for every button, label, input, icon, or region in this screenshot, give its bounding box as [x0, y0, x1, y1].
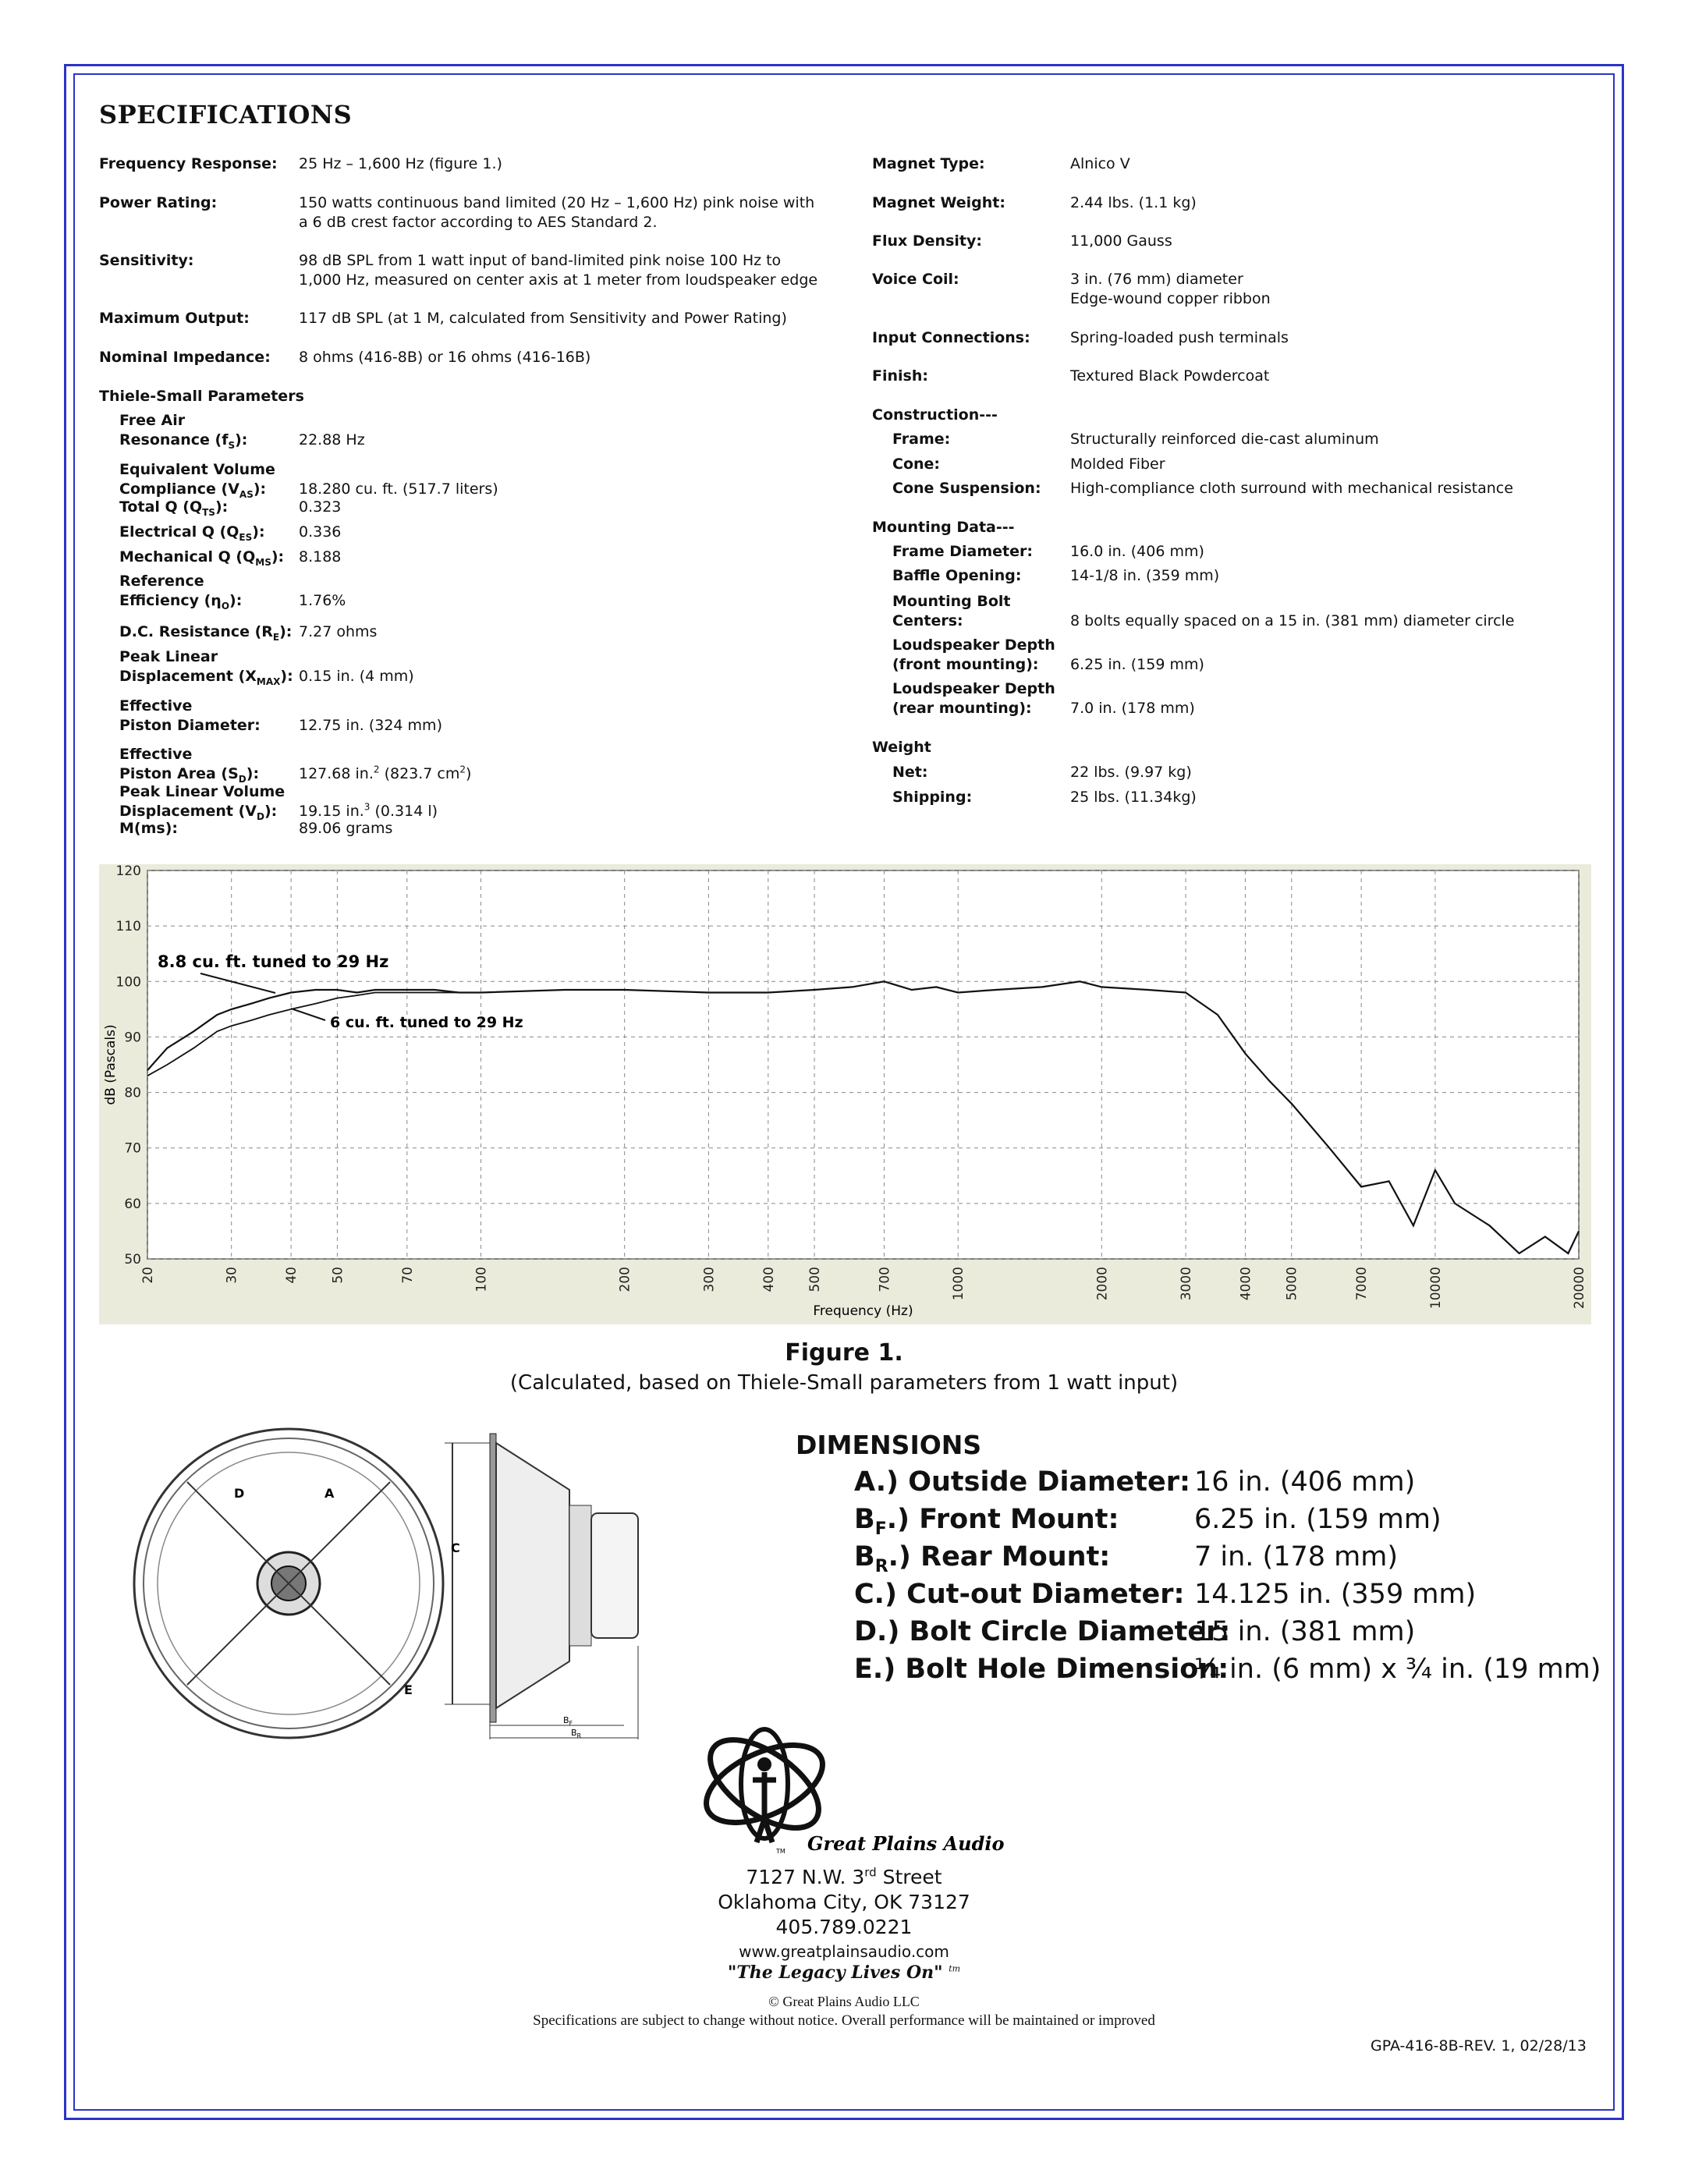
construction-label: Cone Suspension:: [892, 480, 1041, 497]
ts-value: [299, 548, 341, 567]
annotation-label: 8.8 cu. ft. tuned to 29 Hz: [158, 952, 389, 971]
footer-street: 7127 N.W. 3rd Street: [746, 1865, 942, 1888]
ts-label-tail: ):: [235, 431, 248, 448]
footer-disclaimer: Specifications are subject to change without notice. Overall performance will be maintained or improved: [533, 2012, 1155, 2029]
dimension-key: [854, 1616, 1230, 1647]
dimension-key: [854, 1654, 1229, 1685]
logo-brand-text: Great Plains Audio: [807, 1832, 1005, 1855]
ts-label-sub: E: [272, 631, 280, 643]
ts-label-line1: Effective: [119, 697, 193, 714]
ts-value-text: 7.27 ohms: [299, 623, 378, 640]
dimension-key-text: A.) Outside Diameter:: [854, 1466, 1191, 1498]
dimension-value: ¼ in. (6 mm) x ¾ in. (19 mm): [1194, 1654, 1601, 1685]
footer-url[interactable]: www.greatplainsaudio.com: [739, 1942, 949, 1961]
ts-label-line1: Peak Linear Volume: [119, 783, 285, 800]
ts-label-tail: ):: [229, 592, 243, 609]
dimension-key-tail: .) Front Mount:: [886, 1504, 1119, 1535]
ts-value: [299, 498, 341, 517]
footer-copyright: © Great Plains Audio LLC: [768, 1994, 920, 2009]
ts-label-sub: ES: [239, 531, 253, 543]
ts-label-line1: Equivalent Volume: [119, 461, 275, 478]
ts-label-sub: S: [228, 439, 236, 451]
ts-label: [119, 745, 259, 784]
ts-label-text: M(ms):: [119, 820, 178, 837]
dimension-value: 6.25 in. (159 mm): [1194, 1504, 1442, 1535]
ts-value-text: 89.06 grams: [299, 820, 393, 837]
spec-label: Nominal Impedance:: [99, 349, 271, 366]
spec-label: Flux Density:: [872, 232, 982, 250]
spec-value-line: 11,000 Gauss: [1070, 232, 1172, 250]
dimension-key: [854, 1504, 1119, 1539]
spec-label: Power Rating:: [99, 194, 218, 211]
spec-value: [299, 251, 817, 290]
ts-value-text3: ): [466, 765, 472, 782]
ts-label-text: Resonance (f: [119, 431, 229, 448]
spec-value-line: 150 watts continuous band limited (20 Hz – 1,600 Hz) pink noise with: [299, 194, 815, 211]
mounting-heading: Mounting Data---: [872, 519, 1015, 536]
figure-title: Figure 1.: [785, 1339, 903, 1367]
spec-value: [1070, 154, 1130, 174]
ts-label-text: Displacement (X: [119, 668, 257, 685]
construction-value: Molded Fiber: [1070, 456, 1165, 473]
ts-label-sub: D: [238, 773, 246, 785]
ts-label-text: Piston Diameter:: [119, 717, 261, 734]
ts-value-text: 22.88 Hz: [299, 431, 365, 448]
y-tick-label: 70: [124, 1140, 141, 1157]
ts-label-sub: D: [256, 810, 264, 822]
y-tick-label: 100: [115, 974, 141, 991]
ts-label-line2: [119, 819, 178, 838]
spec-label: Maximum Output:: [99, 310, 250, 327]
ts-label-tail: ):: [253, 480, 267, 498]
x-tick-label: 70: [399, 1267, 416, 1284]
ts-label-sub: AS: [239, 488, 254, 500]
mounting-value: 14-1/8 in. (359 mm): [1070, 567, 1220, 584]
ts-value-text: 8.188: [299, 548, 342, 566]
ts-label: [119, 548, 284, 567]
ts-value-text: 127.68 in.: [299, 765, 374, 782]
spec-value-line: 25 Hz – 1,600 Hz (figure 1.): [299, 155, 502, 172]
ts-label-tail: ):: [246, 765, 260, 782]
x-tick-label: 2000: [1094, 1267, 1111, 1301]
x-tick-label: 20000: [1572, 1267, 1587, 1310]
spec-label: Finish:: [872, 367, 928, 385]
ts-label-line2: [119, 622, 292, 642]
dimension-key-tail: .) Rear Mount:: [888, 1541, 1111, 1572]
spec-label: Voice Coil:: [872, 271, 959, 288]
ts-value-text: 18.280 cu. ft. (517.7 liters): [299, 480, 498, 498]
ts-value-text: 0.15 in. (4 mm): [299, 668, 414, 685]
ts-label-line2: [119, 716, 261, 736]
ts-value-sup: 2: [373, 764, 380, 775]
dimension-value: 7 in. (178 mm): [1194, 1541, 1398, 1572]
ts-label-text: Piston Area (S: [119, 765, 239, 782]
ts-value-text2: (0.314 l): [370, 803, 438, 820]
spec-value: [299, 154, 502, 174]
x-tick-label: 700: [877, 1267, 893, 1292]
diagram-label-br: $B_R$: [571, 1728, 582, 1739]
y-tick-label: 110: [115, 919, 141, 935]
spec-value: [1070, 193, 1197, 213]
figure-caption: (Calculated, based on Thiele-Small parameters from 1 watt input): [509, 1371, 1179, 1395]
ts-label-line1: Effective: [119, 746, 193, 763]
x-tick-label: 10000: [1427, 1267, 1444, 1310]
weight-value: 25 lbs. (11.34kg): [1070, 789, 1197, 806]
footer-phone: 405.789.0221: [775, 1916, 913, 1938]
ts-label-line2: [119, 591, 242, 611]
ts-label-tail: ):: [215, 498, 229, 516]
mounting-label-line1: Loudspeaker Depth: [892, 680, 1055, 697]
spec-value-line: Spring-loaded push terminals: [1070, 329, 1289, 346]
ts-label-tail: ):: [271, 548, 285, 566]
spec-value-line: 8 ohms (416-8B) or 16 ohms (416-16B): [299, 349, 591, 366]
spec-value-line: 98 dB SPL from 1 watt input of band-limited pink noise 100 Hz to: [299, 252, 782, 269]
ts-label-line2: [119, 667, 293, 686]
ts-label: [119, 572, 242, 611]
dimension-key-text: B: [854, 1541, 875, 1572]
y-axis-label: dB (Pascals): [103, 1024, 119, 1105]
ts-label-line2: [119, 431, 247, 450]
spec-value-line: a 6 dB crest factor according to AES Standard 2.: [299, 214, 658, 231]
ts-label-text: Mechanical Q (Q: [119, 548, 256, 566]
ts-value-sup2: 2: [459, 764, 466, 775]
mounting-label-line1: Mounting Bolt: [892, 593, 1011, 610]
diagram-label-d: D: [234, 1486, 245, 1501]
weight-label: Net:: [892, 764, 928, 781]
spec-value: [1070, 328, 1289, 348]
ts-value: [299, 591, 346, 611]
spec-value-line: Edge-wound copper ribbon: [1070, 290, 1271, 307]
ts-value-text: 1.76%: [299, 592, 346, 609]
ts-label-tail: ):: [264, 803, 278, 820]
spec-value: [1070, 270, 1271, 309]
dimension-key-text: B: [854, 1504, 875, 1535]
great-plains-audio-logo: [698, 1733, 1005, 1862]
ts-label-line2: [119, 523, 265, 542]
dimension-key-text: D.) Bolt Circle Diameter:: [854, 1616, 1231, 1647]
ts-label-line1: Peak Linear: [119, 648, 218, 665]
ts-label-text: Electrical Q (Q: [119, 523, 239, 541]
weight-value: 22 lbs. (9.97 kg): [1070, 764, 1192, 781]
dimension-key-text: E.) Bolt Hole Dimension:: [854, 1654, 1229, 1685]
ts-label-sub: O: [221, 600, 230, 612]
ts-label-sub: MAX: [256, 675, 281, 687]
ts-value-text: 19.15 in.: [299, 803, 364, 820]
spec-label: Frequency Response:: [99, 155, 278, 172]
dimension-key-sub: R: [874, 1557, 888, 1576]
ts-label: [119, 697, 261, 736]
spec-label: Sensitivity:: [99, 252, 194, 269]
ts-value-text: 0.323: [299, 498, 342, 516]
spec-label: Input Connections:: [872, 329, 1030, 346]
ts-label-line1: Reference: [119, 573, 204, 590]
ts-label-sub: TS: [202, 506, 215, 518]
dimension-key-sub: F: [874, 1519, 887, 1539]
x-tick-label: 50: [330, 1267, 346, 1284]
mounting-label: [892, 636, 1055, 675]
diagram-label-c: C: [451, 1540, 460, 1555]
ts-label-text: D.C. Resistance (R: [119, 623, 273, 640]
mounting-label-line2: Baffle Opening:: [892, 567, 1022, 584]
footer-city: Oklahoma City, OK 73127: [718, 1891, 970, 1913]
x-tick-label: 200: [617, 1267, 633, 1292]
spec-value-line: 3 in. (76 mm) diameter: [1070, 271, 1243, 288]
ts-value: [299, 523, 341, 542]
spec-label: Magnet Type:: [872, 155, 985, 172]
construction-heading: Construction---: [872, 406, 998, 424]
mounting-value: 6.25 in. (159 mm): [1070, 656, 1204, 673]
mounting-label: [892, 566, 1021, 586]
ts-heading: Thiele-Small Parameters: [99, 388, 304, 405]
dimension-value: 15 in. (381 mm): [1194, 1616, 1416, 1647]
ts-label: [119, 782, 285, 821]
weight-heading: Weight: [872, 739, 931, 756]
dimension-value: 16 in. (406 mm): [1194, 1466, 1416, 1498]
annotation-label: 6 cu. ft. tuned to 29 Hz: [330, 1014, 523, 1031]
spec-value: [299, 348, 590, 367]
mounting-label-line2: (front mounting):: [892, 656, 1039, 673]
x-tick-label: 1000: [951, 1267, 967, 1301]
plot-area: [147, 870, 1579, 1259]
ts-label: [119, 622, 292, 642]
x-tick-label: 100: [473, 1267, 490, 1292]
ts-label-line2: [119, 480, 275, 499]
speaker-side-view-drawing: [437, 1427, 647, 1747]
ts-value-text: 12.75 in. (324 mm): [299, 717, 442, 734]
x-tick-label: 40: [284, 1267, 300, 1284]
ts-label: [119, 411, 247, 450]
ts-value: [299, 667, 414, 686]
spec-value: [299, 193, 814, 232]
x-axis-label: Frequency (Hz): [813, 1303, 913, 1319]
speaker-front-view-drawing: [125, 1420, 452, 1747]
mounting-label: [892, 679, 1055, 718]
ts-value-sup: 3: [363, 801, 371, 813]
diagram-label-bf: $B_F$: [563, 1715, 573, 1727]
spec-value-line: Alnico V: [1070, 155, 1130, 172]
mounting-label-line1: Loudspeaker Depth: [892, 636, 1055, 654]
dimension-value: 14.125 in. (359 mm): [1194, 1579, 1477, 1610]
y-tick-label: 90: [124, 1030, 141, 1046]
mounting-value: 7.0 in. (178 mm): [1070, 700, 1195, 717]
ts-value: [299, 819, 392, 838]
ts-value-text2: (823.7 cm: [379, 765, 460, 782]
spec-value: [1070, 367, 1269, 386]
ts-label-text: Efficiency (η: [119, 592, 222, 609]
ts-value: [299, 480, 498, 499]
frequency-response-chart: [99, 864, 1591, 1324]
spec-label: Magnet Weight:: [872, 194, 1005, 211]
mounting-label: [892, 592, 1010, 631]
y-tick-label: 50: [124, 1252, 141, 1268]
x-tick-label: 500: [807, 1267, 824, 1292]
spec-value-line: 2.44 lbs. (1.1 kg): [1070, 194, 1197, 211]
mounting-label: [892, 542, 1033, 562]
ts-label-tail: ):: [252, 523, 265, 541]
x-tick-label: 30: [224, 1267, 240, 1284]
spec-value-line: 117 dB SPL (at 1 M, calculated from Sensitivity and Power Rating): [299, 310, 787, 327]
ts-value: [299, 431, 365, 450]
ts-label-tail: ):: [280, 668, 293, 685]
ts-label: [119, 460, 275, 499]
x-tick-label: 7000: [1354, 1267, 1371, 1301]
mounting-value: 8 bolts equally spaced on a 15 in. (381 mm) diameter circle: [1070, 612, 1515, 629]
construction-label: Cone:: [892, 456, 941, 473]
ts-label: [119, 647, 293, 686]
ts-label: [119, 819, 178, 838]
dimension-key: [854, 1541, 1111, 1576]
x-tick-label: 4000: [1238, 1267, 1254, 1301]
revision-code: GPA-416-8B-REV. 1, 02/28/13: [1371, 2037, 1587, 2055]
mounting-label-line2: (rear mounting):: [892, 700, 1032, 717]
ts-label-tail: ):: [279, 623, 293, 640]
ts-label-line1: Free Air: [119, 412, 186, 429]
ts-label-text: Displacement (V: [119, 803, 257, 820]
x-tick-label: 5000: [1284, 1267, 1300, 1301]
ts-label-sub: MS: [255, 556, 271, 568]
ts-value: [299, 622, 377, 642]
spec-value-line: Textured Black Powdercoat: [1070, 367, 1270, 385]
weight-label: Shipping:: [892, 789, 973, 806]
ts-label-text: Compliance (V: [119, 480, 239, 498]
ts-label-line2: [119, 548, 284, 567]
spec-value: [1070, 232, 1172, 251]
page-title: SPECIFICATIONS: [99, 100, 353, 129]
ts-label: [119, 523, 265, 542]
x-tick-label: 3000: [1179, 1267, 1195, 1301]
mounting-label-line2: Centers:: [892, 612, 963, 629]
ts-value: [299, 716, 442, 736]
x-tick-label: 400: [761, 1267, 777, 1292]
mounting-value: 16.0 in. (406 mm): [1070, 543, 1204, 560]
ts-value-text: 0.336: [299, 523, 342, 541]
ts-label-line2: [119, 764, 259, 784]
ts-label-line2: [119, 498, 228, 517]
diagram-label-a: A: [324, 1486, 335, 1501]
construction-value: High-compliance cloth surround with mechanical resistance: [1070, 480, 1513, 497]
spec-value: [299, 309, 787, 328]
dimension-key: [854, 1466, 1190, 1498]
y-tick-label: 120: [115, 863, 141, 879]
chart-svg: [99, 864, 1591, 1324]
x-tick-label: 20: [140, 1267, 156, 1284]
construction-value: Structurally reinforced die-cast aluminum: [1070, 431, 1379, 448]
ts-label-text: Total Q (Q: [119, 498, 203, 516]
y-tick-label: 60: [124, 1196, 141, 1212]
ts-label: [119, 498, 228, 517]
footer-slogan: "The Legacy Lives On" $^{tm}$: [727, 1962, 961, 1983]
x-tick-label: 300: [701, 1267, 718, 1292]
logo-tm: TM: [776, 1848, 785, 1855]
construction-label: Frame:: [892, 431, 951, 448]
dimensions-heading: DIMENSIONS: [796, 1430, 982, 1460]
y-tick-label: 80: [124, 1085, 141, 1101]
ts-value: [299, 764, 471, 784]
mounting-label-line2: Frame Diameter:: [892, 543, 1033, 560]
dimension-key-text: C.) Cut-out Diameter:: [854, 1579, 1185, 1610]
spec-value-line: 1,000 Hz, measured on center axis at 1 meter from loudspeaker edge: [299, 271, 818, 289]
diagram-label-e: E: [404, 1682, 413, 1697]
dimension-key: [854, 1579, 1185, 1610]
